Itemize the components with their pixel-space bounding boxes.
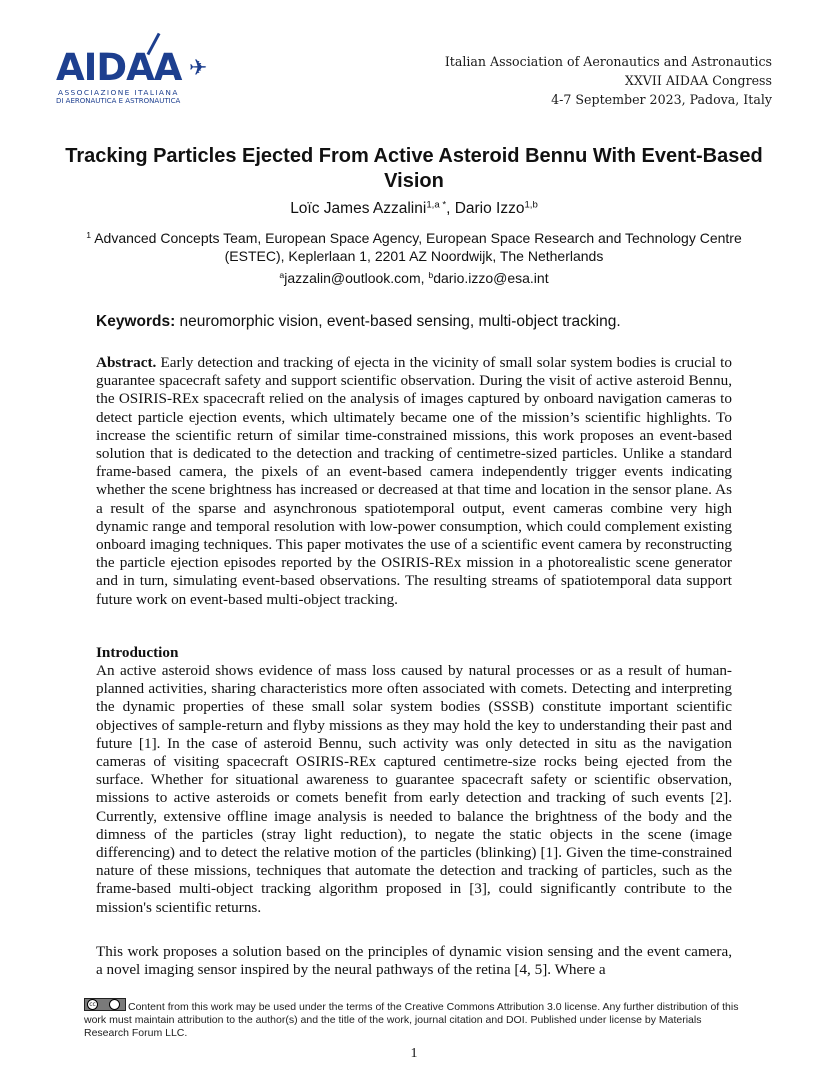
introduction-paragraph: This work proposes a solution based on the principles of dynamic vision sensing and the event camera, a novel imaging sensor inspired by the neural pathways of the retina [4, 5]. Where a [96, 943, 732, 979]
cc-by-license-icon: cc [84, 998, 126, 1011]
conference-association: Italian Association of Aeronautics and Astronautics [444, 54, 772, 69]
author-separator: , [446, 200, 455, 217]
aidaa-logo [56, 30, 216, 110]
conference-info [445, 52, 772, 109]
section-heading-introduction: Introduction [96, 644, 179, 661]
abstract [96, 354, 732, 609]
author-emails [60, 270, 768, 286]
abstract-label: Abstract. [96, 354, 157, 371]
conference-date-location: 4-7 September 2023, Padova, Italy [551, 92, 772, 107]
license-text: Content from this work may be used under the terms of the Creative Commons Attribution 3.0 license. Any further distribution of this work must maintain attribution to the author(s) and the title of the work, journal citation and DOI. Published under license by Materials Research Forum LLC. [84, 1001, 739, 1040]
conference-name: XXVII AIDAA Congress [624, 73, 772, 88]
keywords-label: Keywords: [96, 313, 176, 330]
license-notice [84, 998, 746, 1041]
email-link[interactable]: dario.izzo@esa.int [433, 270, 549, 286]
logo-wordmark: AIDAA [56, 46, 182, 89]
logo-subtitle-line1: ASSOCIAZIONE ITALIANA [58, 88, 179, 97]
paper-title: Tracking Particles Ejected From Active Asteroid Bennu With Event-Based Vision [65, 145, 763, 192]
affiliation-text: Advanced Concepts Team, European Space Agency, European Space Research and Technology Centre (ESTEC), Keplerlaan 1, 2201 AZ Noordwijk, The Netherlands [91, 230, 742, 264]
author-affiliation-mark: 1,b [524, 199, 538, 211]
email-mark: a [279, 270, 285, 281]
author-name: Dario Izzo [454, 200, 525, 217]
keywords [96, 313, 756, 331]
email-link[interactable]: jazzalin@outlook.com [284, 270, 421, 286]
airplane-icon: ✈ [189, 56, 208, 81]
page-number: 1 [410, 1046, 418, 1061]
email-mark: b [428, 270, 434, 281]
author-list [60, 200, 768, 218]
introduction-paragraph: An active asteroid shows evidence of mass loss caused by natural processes or as a result of human-planned activities, sharing characteristics more often associated with comets. Detecting and interpreting the dynamic properties of these small solar system bodies (SSSB) constitute important scientific objectives of sample-return and flyby missions as they may hold the key to understanding their past and future [1]. In the case of asteroid Bennu, such activity was only detected in situ as the navigation cameras of visiting spacecraft OSIRIS-REx captured centimetre-size rocks being ejected from the surface. Whether for situational awareness to guarantee spacecraft safety or scientific observation, missions to active asteroids or comets benefit from early detection and tracking of such events [2]. Currently, extensive offline image analysis is needed to balance the brightness of the body and the dimness of the particles (stray light reduction), to negate the static objects in the scene (image differencing) and to detect the relative motion of the particles (blinking) [1]. Given the time-constrained nature of these missions, techniques that automate the detection and tracking of particles, such as the frame-based multi-object tracking algorithm proposed in [3], could significantly contribute to the mission's scientific returns. [96, 662, 732, 916]
affiliation-mark: 1 [86, 230, 92, 241]
abstract-text: Early detection and tracking of ejecta in the vicinity of small solar system bodies is crucial to guarantee spacecraft safety and support scientific observation. During the visit of active asteroid Bennu, the OSIRIS-REx spacecraft relied on the analysis of images captured by onboard navigation cameras to detect particle ejection events, which ultimately became one of the mission’s scientific highlights. To increase the scientific return of similar time-constrained missions, this work proposes an event-based solution that is dedicated to the detection and tracking of centimetre-sized particles. Unlike a standard frame-based camera, the pixels of an event-based camera independently trigger events indicating whether the scene brightness has increased or decreased at that time and location in the sensor plane. As a result of the sparse and asynchronous spatiotemporal output, event cameras combine very high dynamic range and temporal resolution with low-power consumption, which could complement existing onboard imaging techniques. This paper motivates the use of a scientific event camera by reconstructing the particle ejection episodes reported by the OSIRIS-REx mission in a photorealistic scene generator and in turn, simulating event-based observations. The resulting streams of spatiotemporal data support future work on event-based multi-object tracking. [96, 354, 732, 608]
email-separator: , [420, 270, 429, 286]
logo-subtitle-line2: DI AERONAUTICA E ASTRONAUTICA [56, 97, 181, 105]
author-name: Loïc James Azzalini [290, 200, 427, 217]
affiliation [60, 229, 768, 265]
keywords-text: neuromorphic vision, event-based sensing, multi-object tracking. [175, 313, 621, 330]
author-affiliation-mark: 1,a * [426, 199, 447, 211]
